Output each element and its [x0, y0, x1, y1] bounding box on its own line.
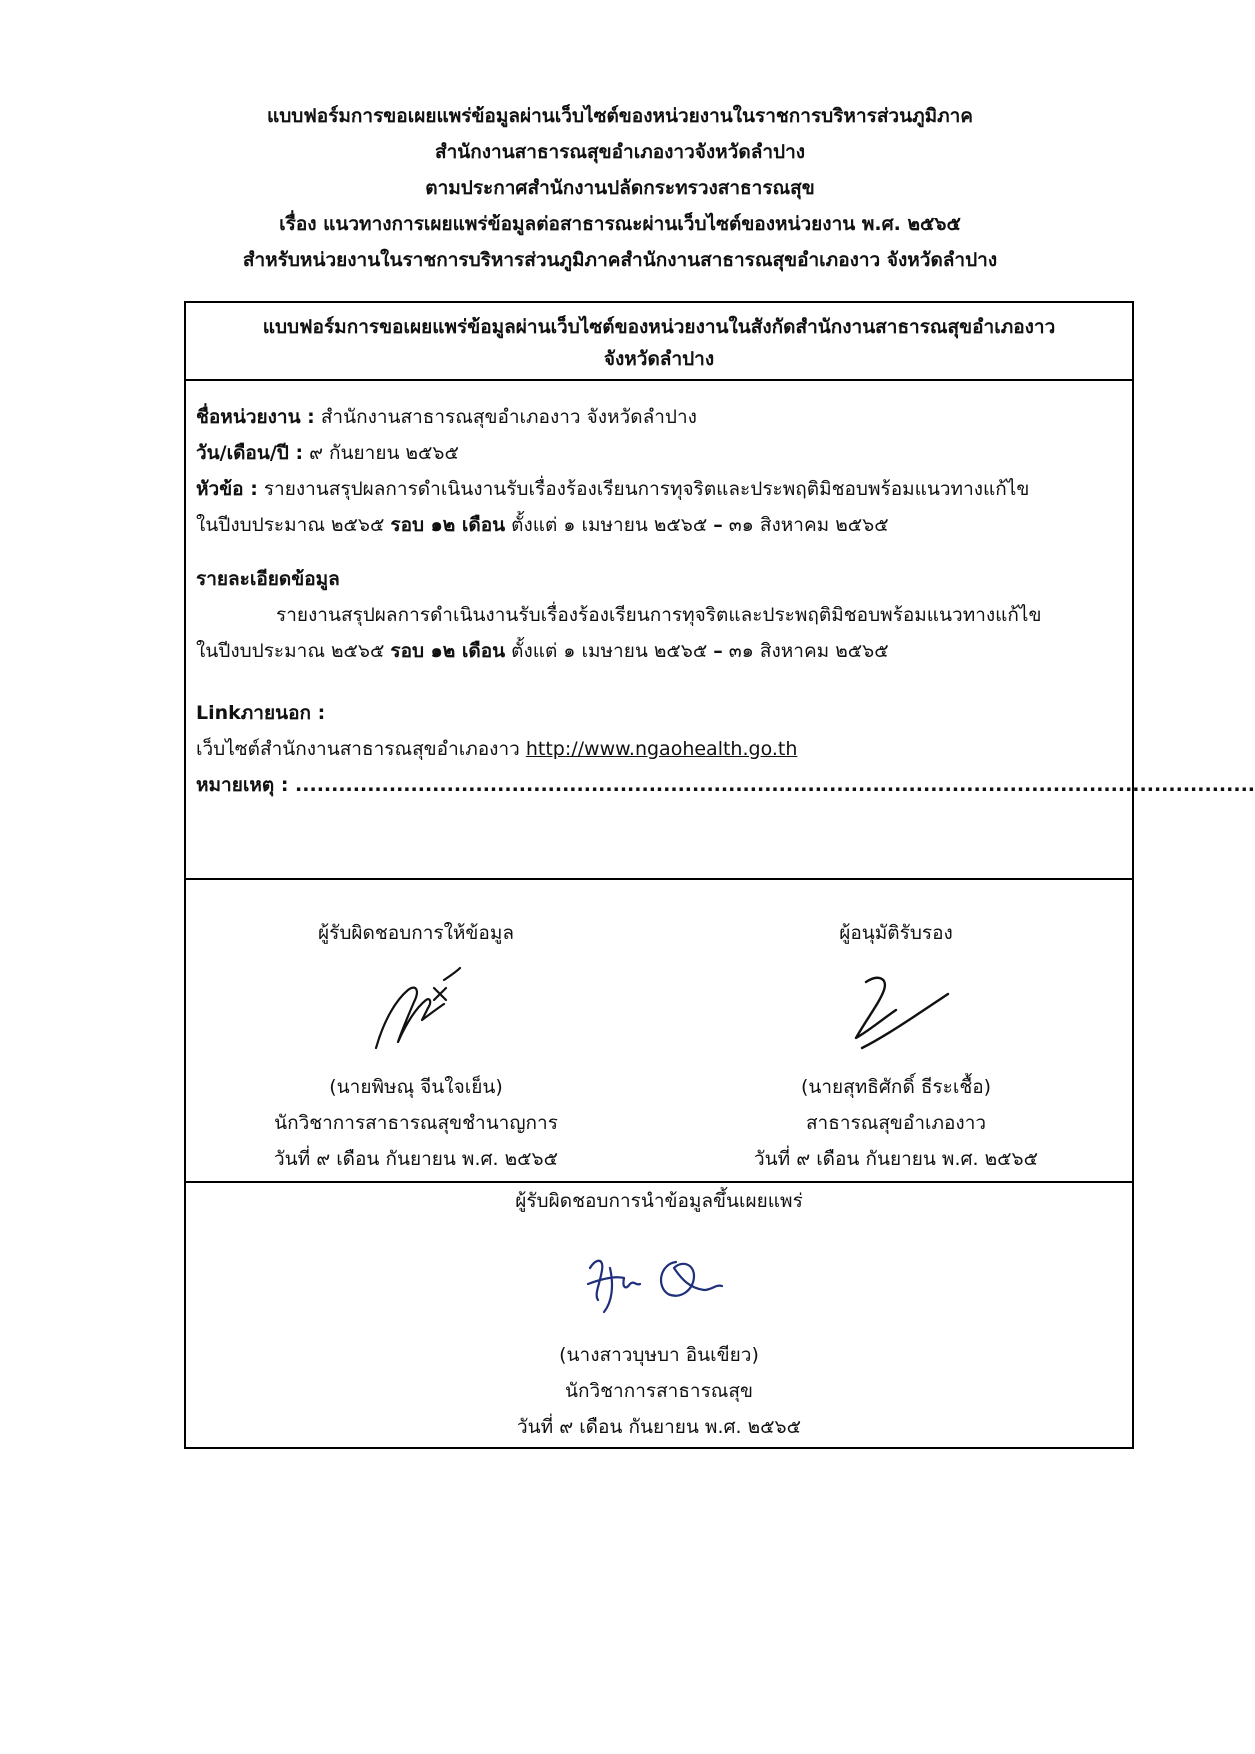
- external-link-prefix: เว็บไซต์สำนักงานสาธารณสุขอำเภองาว: [196, 738, 526, 760]
- approver-signature: [686, 951, 1106, 1069]
- form-box: [184, 301, 1255, 1449]
- approver-position: สาธารณสุขอำเภองาว: [805, 1112, 987, 1134]
- provider-position: นักวิชาการสาธารณสุขชำนาญการ: [274, 1112, 558, 1134]
- topic-label: หัวข้อ :: [196, 478, 258, 500]
- agency-value: สำนักงานสาธารณสุขอำเภองาว จังหวัดลำปาง: [314, 406, 697, 428]
- header-line-1: แบบฟอร์มการขอเผยแพร่ข้อมูลผ่านเว็บไซต์ของหน่วยงานในราชการบริหารส่วนภูมิภาค: [266, 105, 974, 127]
- provider-date: วันที่ ๙ เดือน กันยายน พ.ศ. ๒๕๖๕: [274, 1148, 558, 1170]
- publisher-name: (นางสาวบุษบา อินเขียว): [559, 1344, 759, 1366]
- publisher-date: วันที่ ๙ เดือน กันยายน พ.ศ. ๒๕๖๕: [517, 1416, 801, 1438]
- external-link-label: Linkภายนอก :: [196, 702, 326, 724]
- header-line-5: สำหรับหน่วยงานในราชการบริหารส่วนภูมิภาคสำนักงานสาธารณสุขอำเภองาว จังหวัดลำปาง: [242, 249, 998, 271]
- publisher-role: ผู้รับผิดชอบการนำข้อมูลขึ้นเผยแพร่: [515, 1190, 803, 1212]
- signature-block-publisher: [424, 1183, 894, 1445]
- details-row-2: [196, 633, 1122, 669]
- date-row: [196, 435, 1122, 471]
- signature-block-provider: [206, 915, 626, 1177]
- agency-row: [196, 399, 1122, 435]
- external-link-row: [196, 731, 1122, 767]
- topic-line-1: รายงานสรุปผลการดำเนินงานรับเรื่องร้องเรียนการทุจริตและประพฤติมิชอบพร้อมแนวทางแก้ไข: [257, 478, 1030, 500]
- header-line-2: สำนักงานสาธารณสุขอำเภองาวจังหวัดลำปาง: [434, 141, 806, 163]
- topic-line-2-a: ในปีงบประมาณ ๒๕๖๕: [196, 514, 391, 536]
- remark-row: [196, 767, 1255, 803]
- details-label: รายละเอียดข้อมูล: [196, 568, 340, 590]
- form-title-line-1: แบบฟอร์มการขอเผยแพร่ข้อมูลผ่านเว็บไซต์ของหน่วยงานในสังกัดสำนักงานสาธารณสุขอำเภองาว: [262, 316, 1056, 338]
- header-line-3: ตามประกาศสำนักงานปลัดกระทรวงสาธารณสุข: [425, 177, 815, 199]
- spacer: [196, 669, 1122, 695]
- topic-line-2-d: –: [713, 514, 723, 536]
- publisher-signature: [424, 1219, 894, 1337]
- approver-role: ผู้อนุมัติรับรอง: [839, 922, 953, 944]
- form-title-line-2: จังหวัดลำปาง: [603, 348, 715, 370]
- details-line-2-b: รอบ ๑๒ เดือน: [390, 640, 506, 662]
- spacer: [196, 543, 1122, 561]
- approver-date: วันที่ ๙ เดือน กันยายน พ.ศ. ๒๕๖๕: [754, 1148, 1038, 1170]
- remark-dots: .....................................................................................................................................: [288, 774, 1255, 796]
- topic-line-2-b: รอบ ๑๒ เดือน: [390, 514, 506, 536]
- header-line-4: เรื่อง แนวทางการเผยแพร่ข้อมูลต่อสาธารณะผ่านเว็บไซต์ของหน่วยงาน พ.ศ. ๒๕๖๕: [279, 213, 961, 235]
- details-line-2-d: –: [713, 640, 723, 662]
- topic-row-2: [196, 507, 1122, 543]
- topic-line-2-c: ตั้งแต่ ๑ เมษายน ๒๕๖๕: [505, 514, 714, 536]
- topic-row: [196, 471, 1122, 507]
- form-info-section: [196, 399, 1255, 803]
- section-divider: [186, 878, 1132, 880]
- details-line-2-e: ๓๑ สิงหาคม ๒๕๖๕: [722, 640, 889, 662]
- details-line-2-a: ในปีงบประมาณ ๒๕๖๕: [196, 640, 391, 662]
- document-header: [0, 98, 1240, 278]
- provider-name: (นายพิษณุ จีนใจเย็น): [329, 1076, 503, 1098]
- provider-role: ผู้รับผิดชอบการให้ข้อมูล: [318, 922, 514, 944]
- details-line-1: รายงานสรุปผลการดำเนินงานรับเรื่องร้องเรียนการทุจริตและประพฤติมิชอบพร้อมแนวทางแก้ไข: [276, 604, 1042, 626]
- date-value: ๙ กันยายน ๒๕๖๕: [303, 442, 459, 464]
- signature-block-approver: [686, 915, 1106, 1177]
- external-link[interactable]: http://www.ngaohealth.go.th: [525, 738, 798, 760]
- date-label: วัน/เดือน/ปี :: [196, 442, 304, 464]
- topic-line-2-e: ๓๑ สิงหาคม ๒๕๖๕: [722, 514, 889, 536]
- approver-name: (นายสุทธิศักดิ์ ธีระเชื้อ): [800, 1076, 992, 1098]
- form-title: [186, 303, 1132, 381]
- publisher-position: นักวิชาการสาธารณสุข: [564, 1380, 754, 1402]
- provider-signature: [206, 951, 626, 1069]
- remark-label: หมายเหตุ :: [196, 774, 289, 796]
- agency-label: ชื่อหน่วยงาน :: [196, 406, 315, 428]
- details-line-2-c: ตั้งแต่ ๑ เมษายน ๒๕๖๕: [505, 640, 714, 662]
